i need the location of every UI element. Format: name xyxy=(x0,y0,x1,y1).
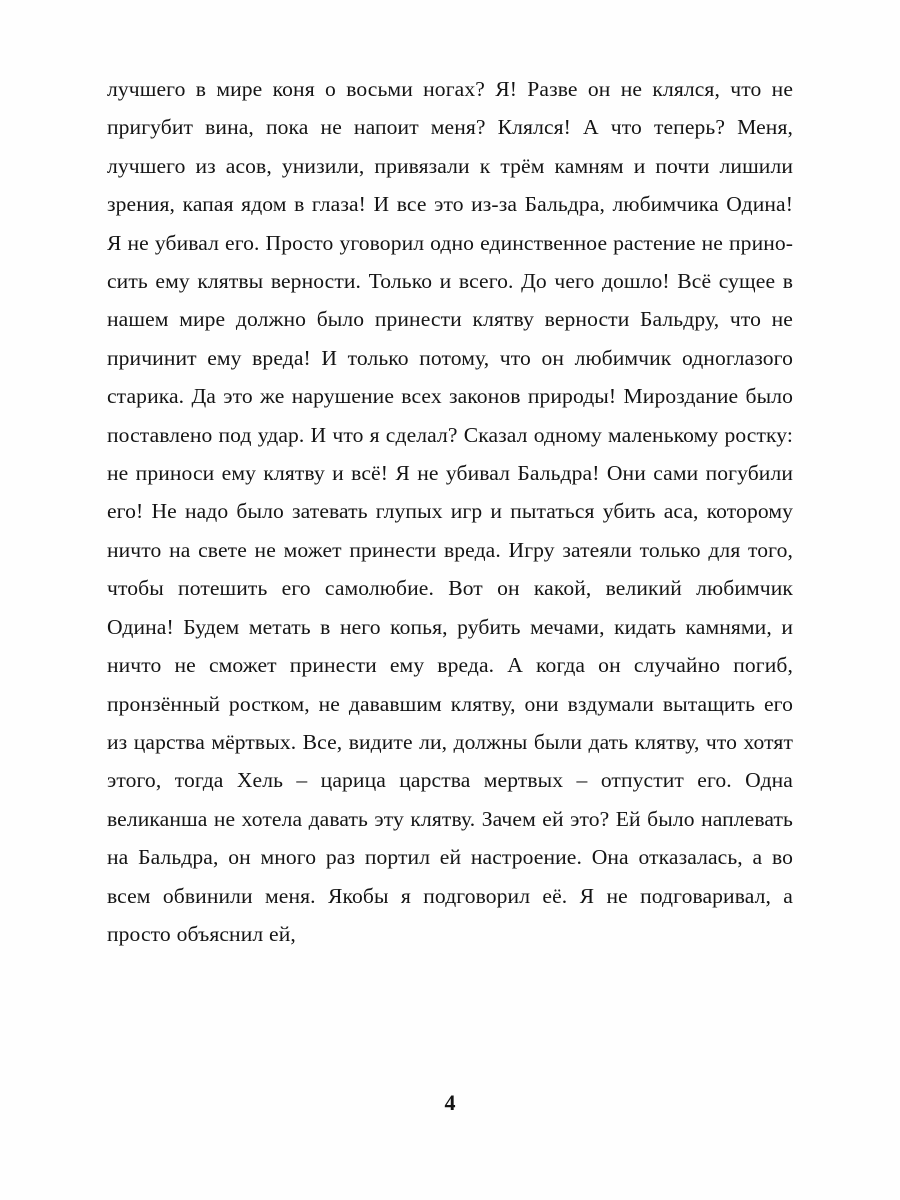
page-number: 4 xyxy=(444,1090,456,1115)
body-paragraph: лучшего в мире коня о восьми ногах? Я! Разве он не клялся, что не пригубит вина, пока не напоит меня? Клялся! А что теперь? Меня, лучшего из асов, унизили, привязали к трём камням и почти лишили зрения, капая ядом в глаза! И все это из-за Бальдра, любимчика Одина! Я не убивал его. Просто уговорил одно единственное растение не приносить ему клятвы верности. Только и всего. До чего дошло! Всё сущее в нашем мире должно было принести клятву верности Бальдру, что не причинит ему вреда! И только потому, что он любимчик одноглазого старика. Да это же нарушение всех законов природы! Мироздание было поставлено под удар. И что я сделал? Сказал одному маленькому ростку: не приноси ему клятву и всё! Я не убивал Бальдра! Они сами погубили его! Не надо было затевать глупых игр и пытаться убить аса, которому ничто на свете не может принести вреда. Игру затеяли только для того, чтобы потешить его самолюбие. Вот он какой, великий любимчик Одина! Будем метать в него копья, рубить мечами, кидать камнями, и ничто не сможет принести ему вреда. А когда он случайно погиб, пронзённый ростком, не дававшим клятву, они вздумали вытащить его из царства мёртвых. Все, видите ли, должны были дать клятву, что хотят этого, тогда Хель – царица царства мертвых – отпустит его. Одна великанша не хотела давать эту клятву. Зачем ей это? Ей было наплевать на Бальдра, он много раз портил ей настроение. Она отказалась, а во всем обвинили меня. Якобы я подговорил её. Я не подговаривал, а просто объяснил ей, xyxy=(107,77,793,946)
text-column xyxy=(107,70,793,953)
